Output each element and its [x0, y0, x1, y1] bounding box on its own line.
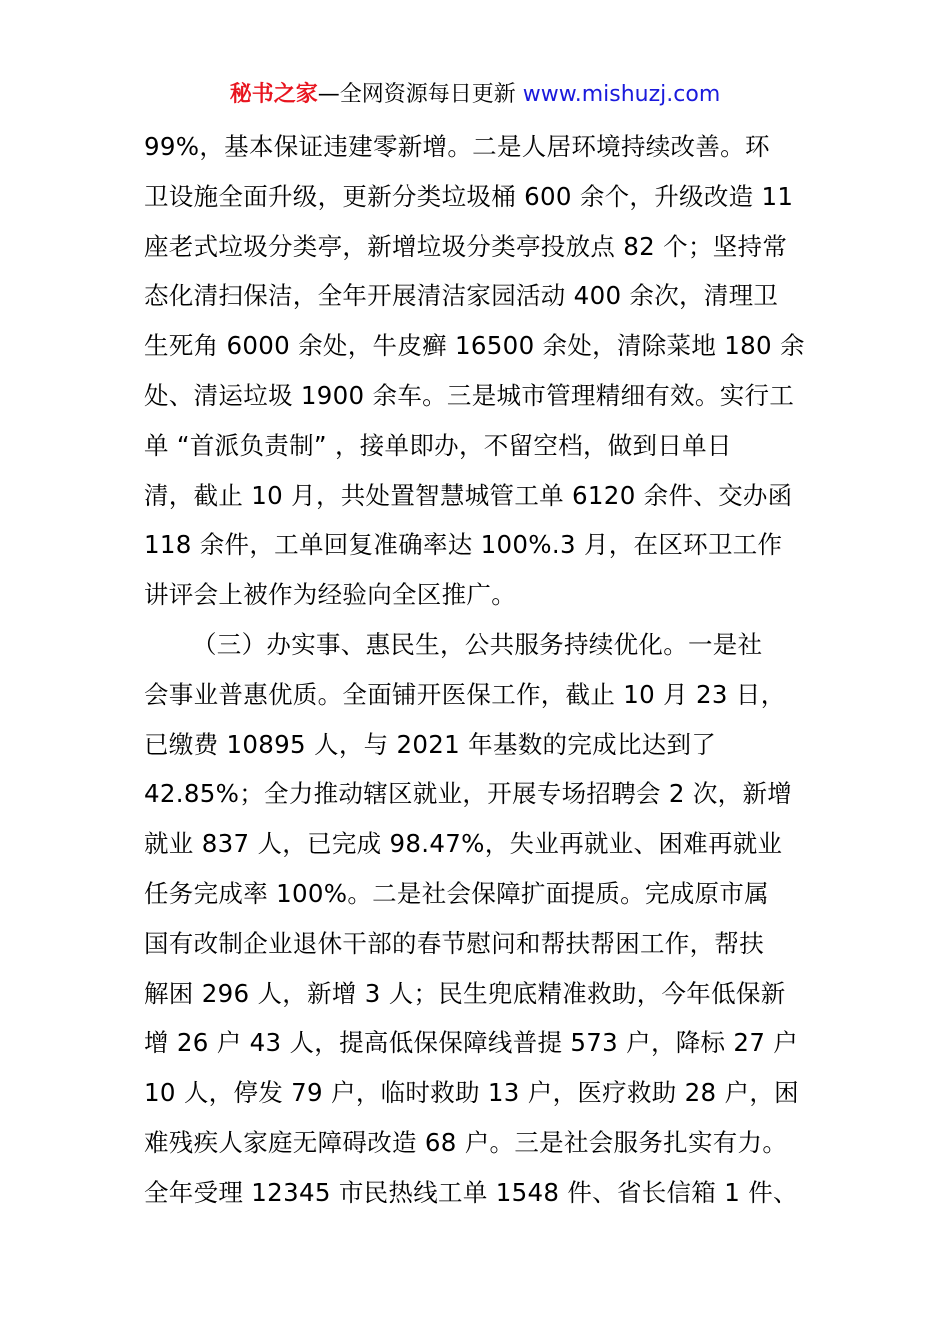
body-line: 生死角 6000 余处，牛皮癣 16500 余处，清除菜地 180 余: [144, 331, 805, 361]
body-line: 10 人，停发 79 户，临时救助 13 户，医疗救助 28 户，困: [144, 1078, 799, 1108]
body-line: 卫设施全面升级，更新分类垃圾桶 600 余个，升级改造 11: [144, 181, 794, 211]
site-url[interactable]: www.mishuzj.com: [522, 82, 721, 107]
body-line: 任务完成率 100%。二是社会保障扩面提质。完成原市属: [144, 878, 769, 908]
body-line: 座老式垃圾分类亭，新增垃圾分类亭投放点 82 个；坚持常: [144, 231, 788, 261]
body-line: 处、清运垃圾 1900 余车。三是城市管理精细有效。实行工: [144, 380, 795, 410]
body-line: 难残疾人家庭无障碍改造 68 户。三是社会服务扎实有力。: [144, 1127, 788, 1157]
body-line: 单 “首派负责制” ，接单即办，不留空档，做到日单日: [144, 430, 732, 460]
body-line: 已缴费 10895 人，与 2021 年基数的完成比达到了: [144, 729, 717, 759]
body-line: 就业 837 人，已完成 98.47%，失业再就业、困难再就业: [144, 829, 783, 859]
body-line: 会事业普惠优质。全面铺开医保工作，截止 10 月 23 日，: [144, 679, 786, 709]
body-line: 99%，基本保证违建零新增。二是人居环境持续改善。环: [144, 132, 770, 161]
body-line: 全年受理 12345 市民热线工单 1548 件、省长信箱 1 件、: [144, 1177, 798, 1207]
section-heading-line: （三）办实事、惠民生，公共服务持续优化。一是社: [192, 629, 763, 659]
body-line: 增 26 户 43 人，提高低保保障线普提 573 户，降标 27 户: [144, 1028, 799, 1058]
body-line: 118 余件，工单回复准确率达 100%.3 月，在区环卫工作: [144, 530, 783, 560]
document-body: [144, 122, 814, 1218]
body-line: 国有改制企业退休干部的春节慰问和帮扶帮困工作，帮扶: [144, 928, 764, 958]
page-header: [0, 80, 950, 110]
header-tagline: —全网资源每日更新: [317, 82, 523, 107]
body-line: 解困 296 人，新增 3 人；民生兜底精准救助，今年低保新: [144, 978, 786, 1008]
body-line: 清，截止 10 月，共处置智慧城管工单 6120 余件、交办函: [144, 480, 793, 510]
body-line: 讲评会上被作为经验向全区推广。: [144, 580, 516, 610]
body-line: 42.85%；全力推动辖区就业，开展专场招聘会 2 次，新增: [144, 779, 793, 809]
brand-name: 秘书之家: [229, 82, 318, 107]
body-line: 态化清扫保洁，全年开展清洁家园活动 400 余次，清理卫: [144, 281, 779, 311]
